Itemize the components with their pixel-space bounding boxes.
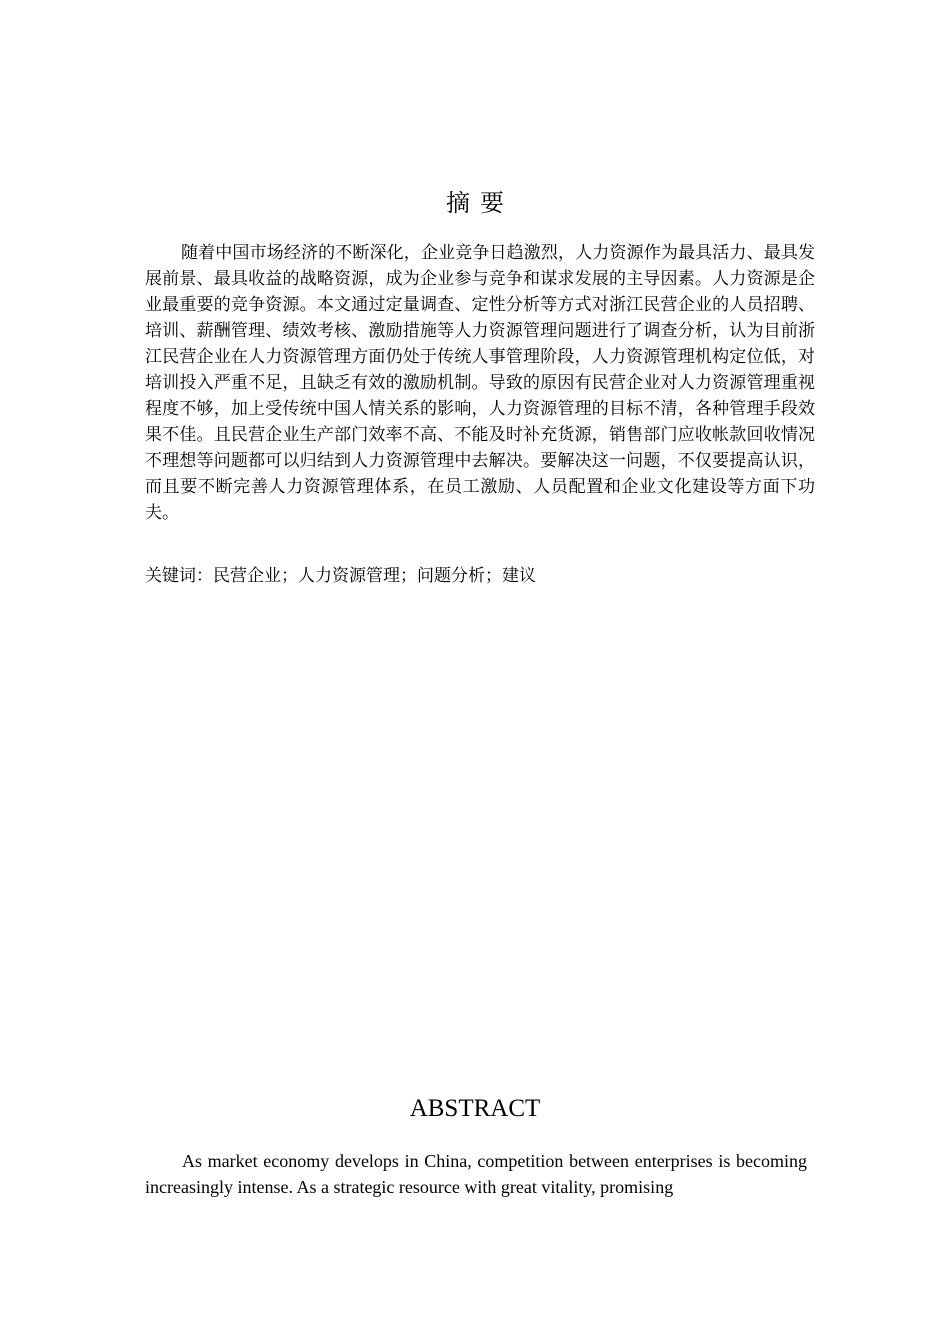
english-abstract-body: As market economy develops in China, competition between enterprises is becoming increasingly intense. As a strategic resource with great vitality, promising	[145, 1151, 807, 1197]
english-abstract-title: ABSTRACT	[409, 1095, 541, 1122]
chinese-abstract-title: 摘要	[446, 189, 514, 217]
chinese-keywords	[145, 563, 815, 589]
keywords-list: 民营企业；人力资源管理；问题分析；建议	[213, 566, 536, 586]
keywords-label: 关键词：	[145, 566, 213, 586]
chinese-abstract-body: 随着中国市场经济的不断深化，企业竞争日趋激烈，人力资源作为最具活力、最具发展前景、最具收益的战略资源，成为企业参与竞争和谋求发展的主导因素。人力资源是企业最重要的竞争资源。本文通过定量调查、定性分析等方式对浙江民营企业的人员招聘、培训、薪酬管理、绩效考核、激励措施等人力资源管理问题进行了调查分析，认为目前浙江民营企业在人力资源管理方面仍处于传统人事管理阶段，人力资源管理机构定位低，对培训投入严重不足，且缺乏有效的激励机制。导致的原因有民营企业对人力资源管理重视程度不够，加上受传统中国人情关系的影响，人力资源管理的目标不清，各种管理手段效果不佳。且民营企业生产部门效率不高、不能及时补充货源，销售部门应收帐款回收情况不理想等问题都可以归结到人力资源管理中去解决。要解决这一问题，不仅要提高认识，而且要不断完善人力资源管理体系，在员工激励、人员配置和企业文化建设等方面下功夫。	[145, 243, 815, 523]
